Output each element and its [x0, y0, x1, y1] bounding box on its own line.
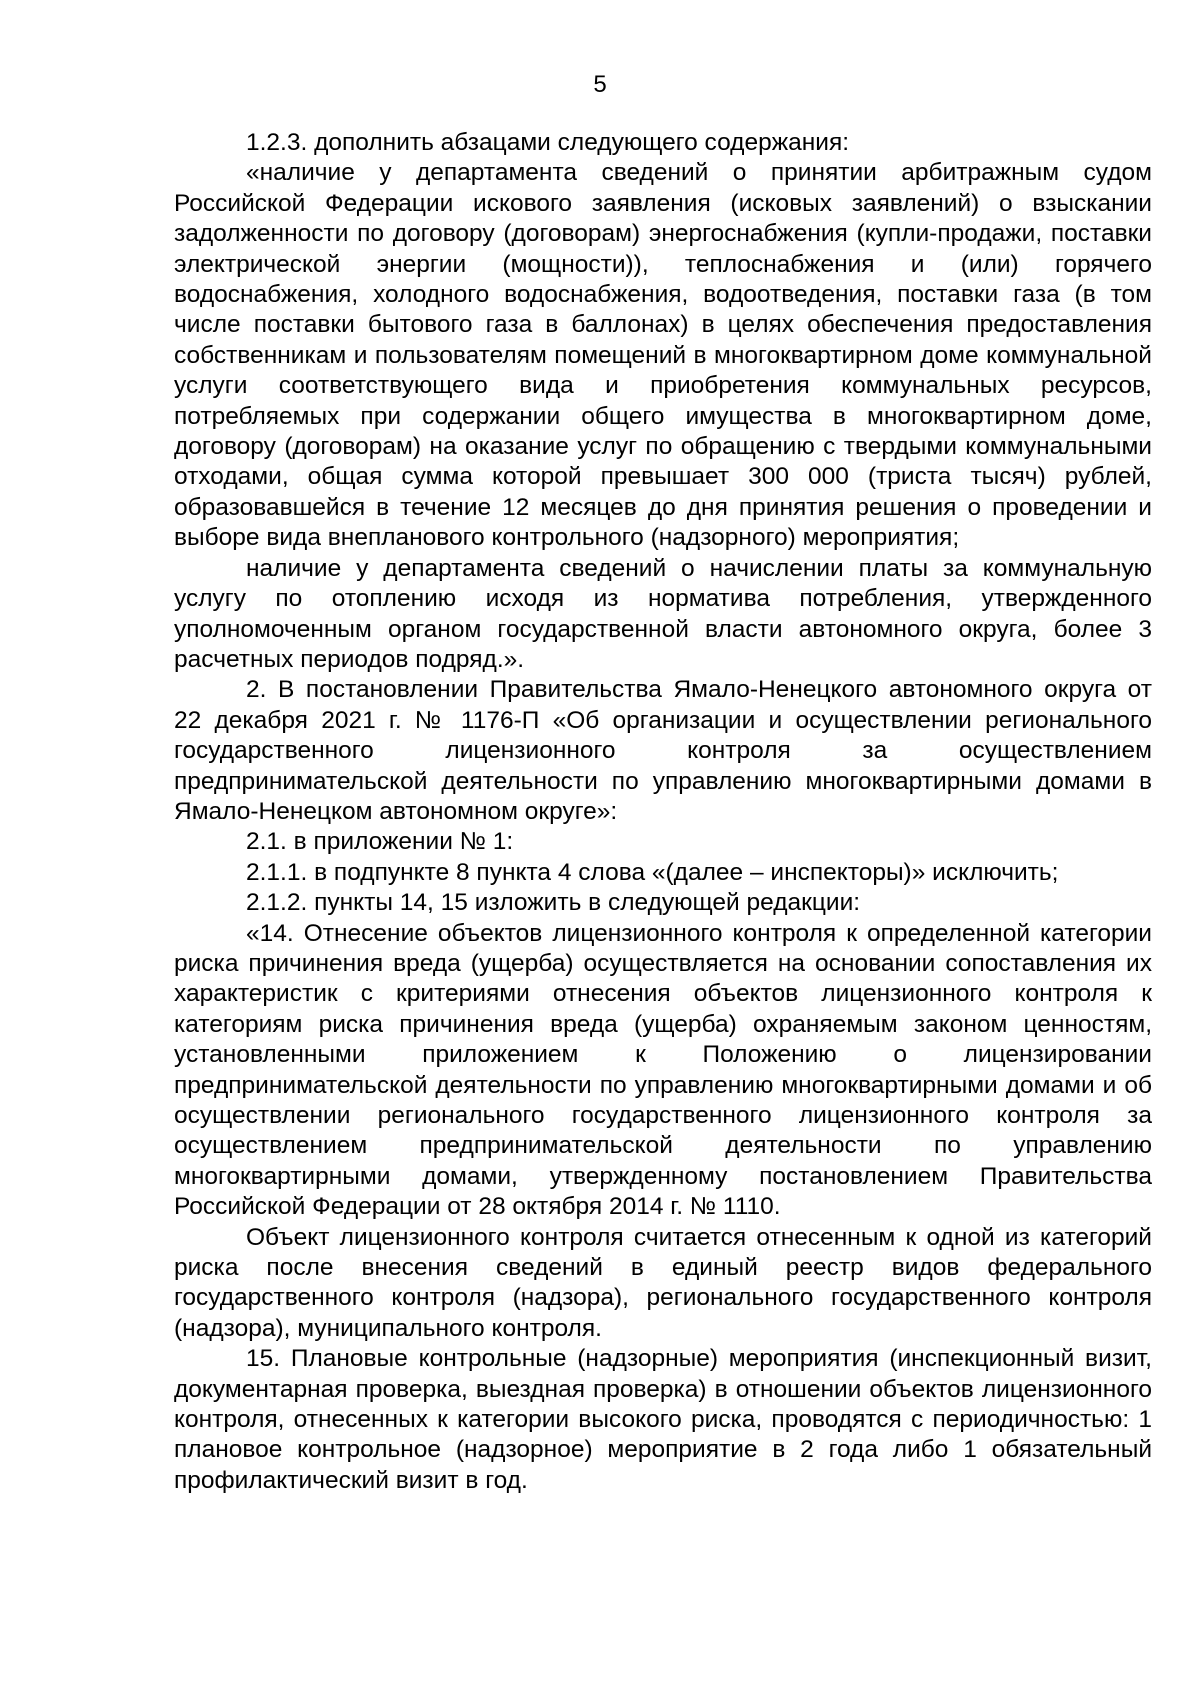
paragraph-heating-charge: наличие у департамента сведений о начислении платы за коммунальную услугу по отоплению исходя из норматива потребления, утвержденного уполномоченным органом государственной власти автономного округа, более 3 расчетных периодов подряд.». — [174, 554, 1152, 673]
document-body — [174, 128, 1152, 1496]
paragraph-1-2-3: 1.2.3. дополнить абзацами следующего содержания: — [246, 129, 850, 156]
paragraph-2-1-2: 2.1.2. пункты 14, 15 изложить в следующей редакции: — [246, 889, 861, 917]
paragraph-2-resolution: 2. В постановлении Правительства Ямало-Ненецкого автономного округа от 22 декабря 2021 г. № 1176-П «Об организации и осуществлении регионального государственного лицензионного контроля за осуществлением предпринимательской деятельности по управлению многоквартирными домами в Ямало-Ненецком автономном округе»: — [174, 676, 1152, 825]
paragraph-2-1: 2.1. в приложении № 1: — [246, 828, 514, 856]
paragraph-15-planned-inspections: 15. Плановые контрольные (надзорные) мероприятия (инспекционный визит, документарная проверка, выездная проверка) в отношении объектов лицензионного контроля, отнесенных к категории высокого риска, проводятся с периодичностью: 1 плановое контрольное (надзорное) мероприятие в 2 года либо 1 обязательный профилактический визит в год. — [174, 1345, 1152, 1494]
page-number: 5 — [593, 71, 607, 98]
paragraph-risk-registry: Объект лицензионного контроля считается отнесенным к одной из категорий риска после внесения сведений в единый реестр видов федерального государственного контроля (надзора), регионального государственного контроля (надзора), муниципального контроля. — [174, 1223, 1152, 1342]
paragraph-2-1-1: 2.1.1. в подпункте 8 пункта 4 слова «(далее – инспекторы)» исключить; — [246, 858, 1059, 886]
paragraph-14-risk-category: «14. Отнесение объектов лицензионного контроля к определенной категории риска причинения вреда (ущерба) осуществляется на основании сопоставления их характеристик с критериями отнесения объектов лицензионного контроля к категориям риска причинения вреда (ущерба) охраняемым законом ценностям, установленными приложением к Положению о лицензировании предпринимательской деятельности по управлению многоквартирными домами и об осуществлении регионального государственного лицензионного контроля за осуществлением предпринимательской деятельности по управлению многоквартирными домами, утвержденному постановлением Правительства Российской Федерации от 28 октября 2014 г. № 1110. — [174, 919, 1152, 1221]
paragraph-arbitration-debt: «наличие у департамента сведений о принятии арбитражным судом Российской Федерации искового заявления (исковых заявлений) о взыскании задолженности по договору (договорам) энергоснабжения (купли-продажи, поставки электрической энергии (мощности)), теплоснабжения и (или) горячего водоснабжения, холодного водоснабжения, водоотведения, поставки газа (в том числе поставки бытового газа в баллонах) в целях обеспечения предоставления собственникам и пользователям помещений в многоквартирном доме коммунальной услуги соответствующего вида и приобретения коммунальных ресурсов, потребляемых при содержании общего имущества в многоквартирном доме, договору (договорам) на оказание услуг по обращению с твердыми коммунальными отходами, общая сумма которой превышает 300 000 (триста тысяч) рублей, образовавшейся в течение 12 месяцев до дня принятия решения о проведении и выборе вида внепланового контрольного (надзорного) мероприятия; — [174, 159, 1152, 552]
